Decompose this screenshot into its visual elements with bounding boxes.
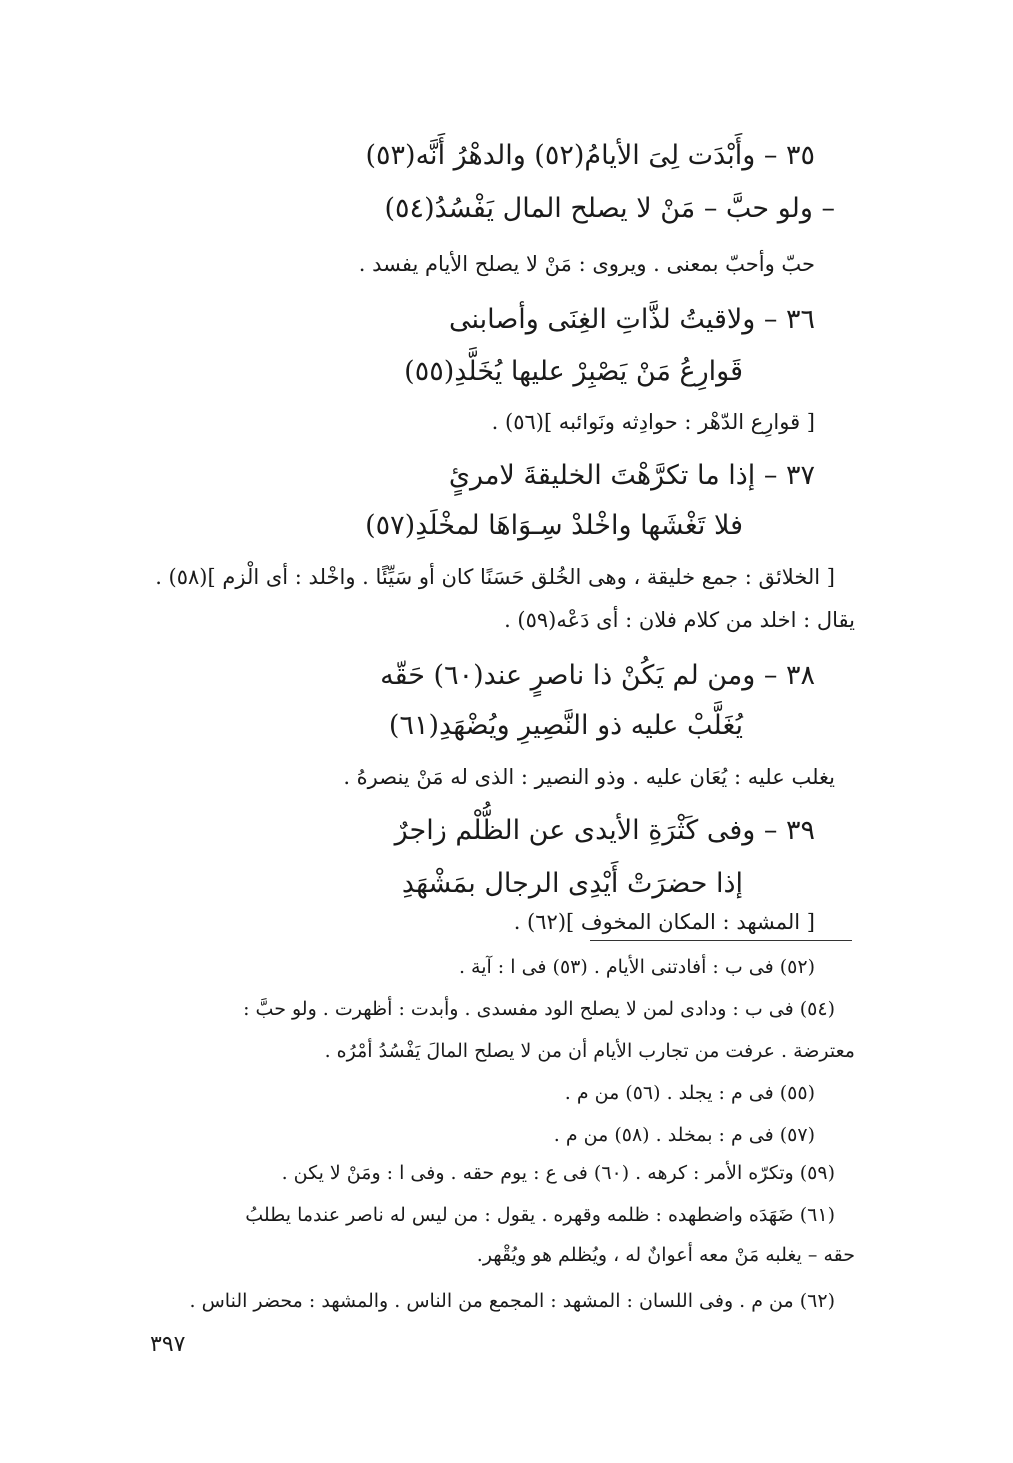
commentary-37-line-2: يقال : اخلد من كلام فلان : أى دَعْه(٥٩) . (504, 608, 855, 632)
verse-37-first-hemistich: ٣٧ – إذا ما تكرَّهْتَ الخليقةَ لامرئٍ (448, 460, 815, 491)
footnote-54-line-1: (٥٤) فى ب : ودادى لمن لا يصلح الود مفسدى . وأبدت : أظهرت . ولو حبَّ : (243, 998, 835, 1020)
verse-35-first-hemistich: ٣٥ – وأَبْدَت لِىَ الأيامُ(٥٢) والدهْرُ أَنَّه(٥٣) (365, 140, 815, 171)
footnote-59-60: (٥٩) وتكرّه الأمر : كرهه . (٦٠) فى ع : يوم حقه . وفى ا : ومَنْ لا يكن . (281, 1162, 835, 1184)
verse-36-first-hemistich: ٣٦ – ولاقيتُ لذَّاتِ الغِنَى وأصابنى (448, 304, 815, 335)
footnote-61-line-2: حقه – يغلبه مَنْ معه أعوانٌ له ، ويُظلم هو ويُقْهر. (476, 1244, 855, 1266)
commentary-35: حبّ وأحبّ بمعنى . ويروى : مَنْ لا يصلح الأيام يفسد . (358, 252, 815, 276)
footnote-52-53: (٥٢) فى ب : أفادتنى الأيام . (٥٣) فى ا : آية . (458, 956, 815, 978)
footnote-62: (٦٢) من م . وفى اللسان : المشهد : المجمع من الناس . والمشهد : محضر الناس . (189, 1290, 835, 1312)
verse-39-first-hemistich: ٣٩ – وفى كَثْرَةِ الأيدى عن الظُّلْم زاجرٌ (394, 815, 815, 846)
page-number: ٣٩٧ (150, 1332, 186, 1357)
verse-36-second-hemistich: قَوارِعُ مَنْ يَصْبِرْ عليها يُخَلَّدِ(٥٥) (404, 356, 743, 387)
commentary-38: يغلب عليه : يُعَان عليه . وذو النصير : الذى له مَنْ ينصرهُ . (343, 765, 835, 789)
verse-37-second-hemistich: فلا تَغْشَها واخْلدْ سِـوَاهَا لمخْلَدِ(٥٧) (365, 510, 743, 541)
footnote-divider (590, 940, 852, 941)
commentary-36: [ قوارِع الدّهْر : حوادِثه ونَوائبه ](٥٦) . (491, 410, 815, 434)
footnote-55-56: (٥٥) فى م : يجلد . (٥٦) من م . (564, 1082, 815, 1104)
verse-38-first-hemistich: ٣٨ – ومن لم يَكُنْ ذا ناصرٍ عند(٦٠) حَقّه (380, 660, 815, 691)
verse-38-second-hemistich: يُغَلَّبْ عليه ذو النَّصِيرِ ويُضْهَدِ(٦١) (388, 710, 743, 741)
commentary-37-line-1: [ الخلائق : جمع خليقة ، وهى الخُلق حَسَنًا كان أو سَيِّئًا . واخْلد : أى الْزم ](٥٨) . (155, 565, 835, 589)
footnote-61-line-1: (٦١) ضَهَدَه واضطهده : ظلمه وقهره . يقول : من ليس له ناصر عندما يطلبُ (245, 1204, 835, 1226)
footnote-57-58: (٥٧) فى م : بمخلد . (٥٨) من م . (553, 1124, 815, 1146)
commentary-39: [ المشهد : المكان المخوف ](٦٢) . (513, 910, 815, 934)
verse-39-second-hemistich: إذا حضرَتْ أَيْدِى الرجال بمَشْهَدِ (401, 868, 743, 899)
footnote-54-line-2: معترضة . عرفت من تجارب الأيام أن من لا يصلح المالَ يَفْسُدُ أمْرُه . (324, 1040, 855, 1062)
verse-35-second-hemistich: – ولو حبَّ – مَنْ لا يصلح المال يَفْسُدُ(٥٤) (384, 193, 835, 224)
